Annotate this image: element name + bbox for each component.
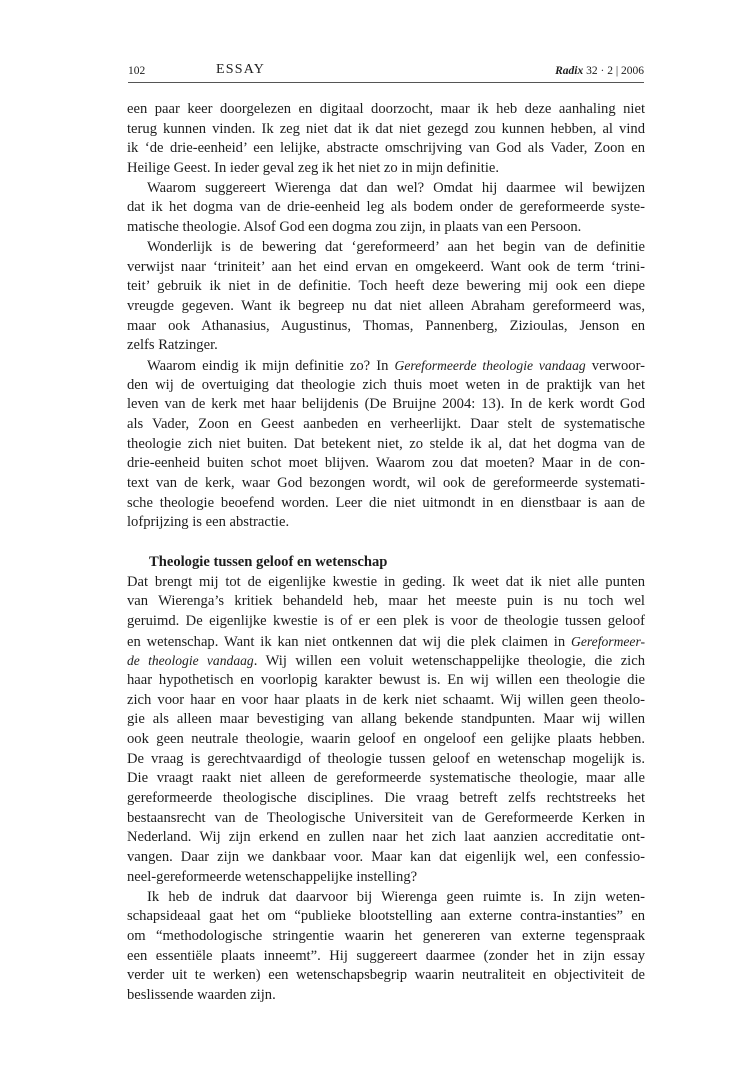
text-line: gie als alleen maar bevestiging van allang bekende standpunten. Maar wij willen [127, 711, 645, 728]
text-line: vangen. Daar zijn we dankbaar voor. Maar kan dat eigenlijk wel, een confessio- [127, 849, 645, 866]
journal-name: Radix [555, 65, 584, 77]
text-line: verder uit te werken) een wetenschapsbegrip waarin neutraliteit en objectiviteit de [127, 967, 645, 984]
section-heading: Theologie tussen geloof en wetenschap [149, 553, 388, 570]
text-line: Heilige Geest. In ieder geval zeg ik het niet zo in mijn definitie. [127, 160, 500, 177]
text-line: lofprijzing is een abstractie. [127, 514, 290, 531]
text-line: sche theologie beoefend worden. Leer die niet uitmondt in en dienstbaar is aan de [127, 494, 645, 511]
text-line: van Wierenga’s kritiek behandeld heb, maar het meeste puin is nu toch wel [127, 593, 645, 610]
book-title: Gereformeerde theologie vandaag [394, 357, 586, 373]
article-body [127, 100, 645, 1006]
text-line: maar ook Athanasius, Augustinus, Thomas, Pannenberg, Zizioulas, Jenson en [127, 317, 645, 334]
text-segment: . Wij willen een voluit wetenschappelijke theologie, die zich [253, 653, 645, 670]
text-line: theologie zich niet buiten. Dat betekent niet, zo stelde ik al, dat het dogma van de [127, 435, 645, 452]
running-header [128, 62, 644, 83]
page-number: 102 [128, 65, 146, 77]
text-segment: verwoor- [585, 357, 645, 374]
text-line: neel-gereformeerde wetenschappelijke instelling? [127, 868, 418, 885]
text-line: drie-eenheid buiten schot moet blijven. Waarom zou dat moeten? Maar in de con- [127, 455, 645, 472]
text-line: Dat brengt mij tot de eigenlijke kwestie in geding. Ik weet dat ik niet alle punten [127, 573, 645, 590]
text-line: Die vraagt raakt niet alleen de gereformeerde systematische theologie, maar alle [127, 770, 645, 787]
text-line: beslissende waarden zijn. [127, 986, 276, 1003]
section-title: ESSAY [216, 62, 266, 77]
text-line: leven van de kerk met haar belijdenis (De Bruijne 2004: 13). In de kerk wordt God [127, 396, 645, 413]
paragraph-gap [127, 533, 645, 553]
text-segment: en wetenschap. Want ik kan niet ontkennen dat wij die plek claimen in [127, 633, 572, 650]
text-line: om “methodologische stringentie waarin het genereren van externe tegenspraak [127, 927, 645, 944]
text-line: zich voor haar en voor haar plaats in de kerk niet schaamt. Wij willen geen theolo- [127, 691, 645, 708]
book-title: Gereformeer- [571, 633, 645, 649]
text-line: verwijst naar ‘triniteit’ aan het eind ervan en omgekeerd. Want ook de term ‘trini- [127, 258, 645, 275]
journal-issue: 32 · 2 | 2006 [586, 65, 644, 77]
text-line: ik ‘de drie-eenheid’ een lelijke, abstracte omschrijving van God als Vader, Zoon en [127, 140, 645, 157]
text-line: dat ik het dogma van de drie-eenheid leg als bodem onder de gereformeerde syste- [127, 199, 645, 216]
text-line: gereformeerde theologische disciplines. Die vraag betreft zelfs rechtstreeks het [127, 790, 645, 807]
text-line: ook geen neutrale theologie, waarin geloof en ongeloof een gelijke plaats hebben. [127, 731, 645, 747]
text-line [127, 356, 645, 376]
text-line: geruimd. De eigenlijke kwestie is of er een plek is voor de theologie tussen geloof [127, 612, 645, 629]
journal-reference [555, 65, 644, 77]
book-title: de theologie vandaag [127, 653, 254, 669]
text-line: terug kunnen vinden. Ik zeg niet dat ik dat niet gezegd zou kunnen hebben, al vind [127, 120, 645, 137]
text-line [127, 632, 645, 652]
text-line: vreugde gegeven. Want ik begreep nu dat niet alleen Abraham gereformeerd was, [127, 297, 645, 314]
text-line: De vraag is gerechtvaardigd of theologie tussen geloof en wetenschap mogelijk is. [127, 750, 645, 767]
text-line: als Vader, Zoon en Geest aanbeden en verheerlijkt. Daar stelt de systematische [127, 416, 645, 432]
text-line: text van de kerk, waar God bezongen wordt, wil ook de gereformeerde systemati- [127, 475, 645, 492]
text-line: bestaansrecht van de Theologische Universiteit van de Gereformeerde Kerken in [127, 809, 645, 826]
text-line: zelfs Ratzinger. [127, 337, 218, 354]
text-line: Nederland. Wij zijn erkend en zullen naar het zich laat aanzien accreditatie ont- [127, 829, 645, 846]
text-line [127, 651, 645, 671]
text-line: teit’ gebruik ik niet in de definitie. Toch heeft deze bewering mij ook een diepe [127, 278, 645, 295]
text-line: haar hypothetisch en voorlopig karakter bewust is. En wij willen een theologie die [127, 671, 645, 688]
text-segment: Waarom eindig ik mijn definitie zo? In [147, 357, 395, 374]
text-line: Waarom suggereert Wierenga dat dan wel? Omdat hij daarmee wil bewijzen [147, 179, 645, 196]
text-line: matische theologie. Alsof God een dogma zou zijn, in plaats van een Persoon. [127, 219, 582, 236]
text-line: Ik heb de indruk dat daarvoor bij Wierenga geen ruimte is. In zijn weten- [147, 888, 645, 905]
text-line: een essentiële plaats inneemt”. Hij suggereert daarmee (zonder het in zijn essay [127, 947, 645, 964]
text-line: schapsideaal gaat het om “publieke blootstelling aan externe contra-instanties” en [127, 908, 645, 925]
text-line: Wonderlijk is de bewering dat ‘gereformeerd’ aan het begin van de definitie [147, 238, 645, 255]
text-line: een paar keer doorgelezen en digitaal doorzocht, maar ik heb deze aanhaling niet [127, 101, 645, 117]
text-line: den wij de overtuiging dat theologie zich thuis moet weten in de praktijk van het [127, 376, 645, 393]
